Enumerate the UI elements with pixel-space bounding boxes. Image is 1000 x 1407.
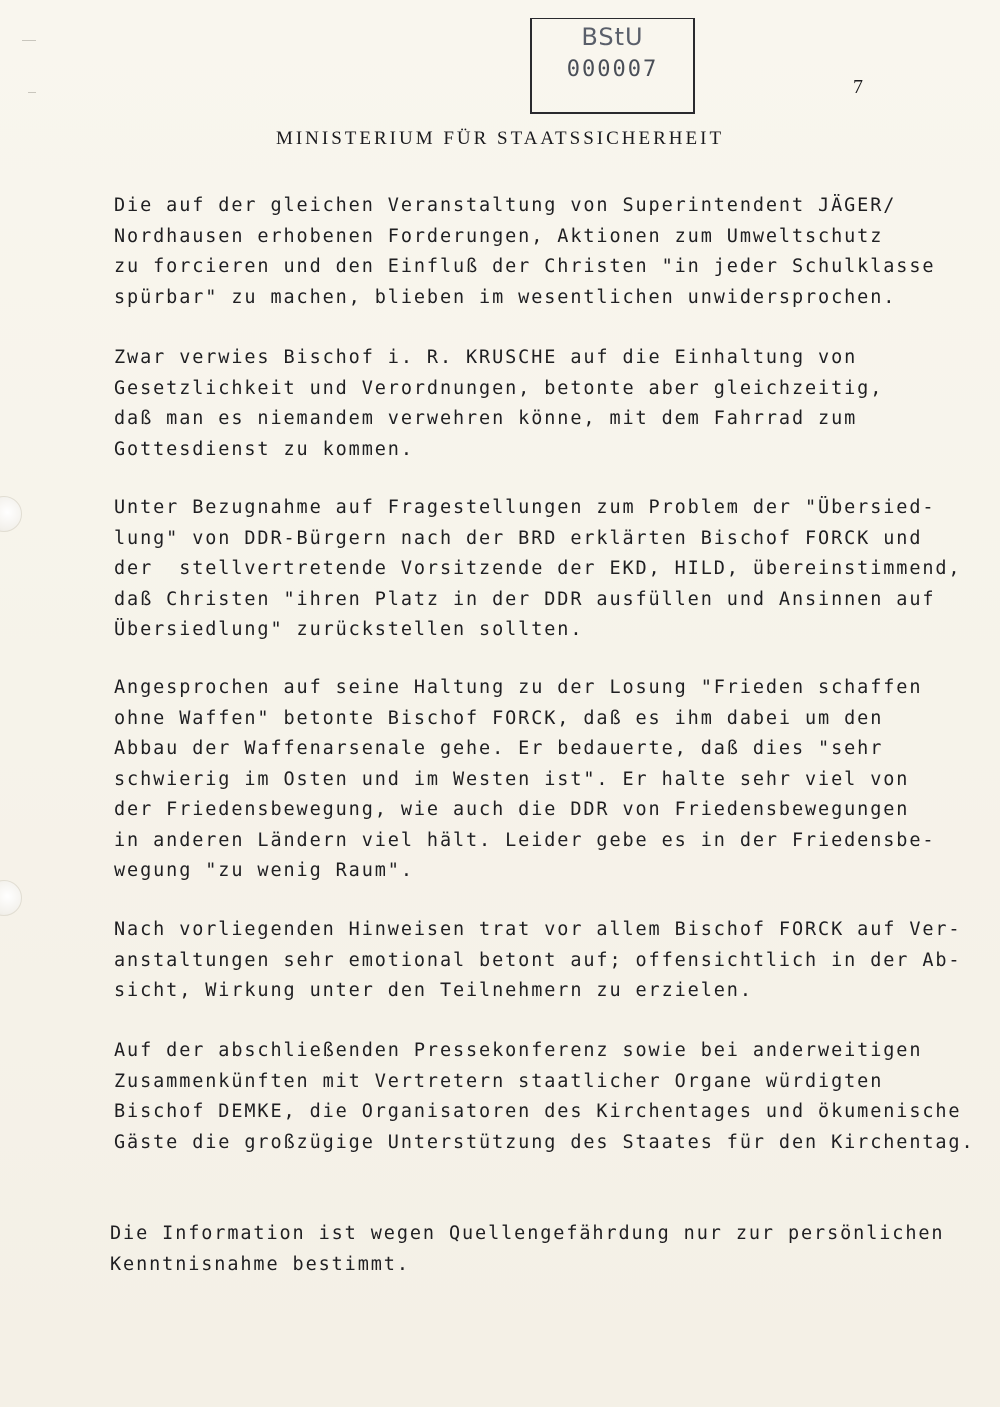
text-line: Gäste die großzügige Unterstützung des Staates für den Kirchentag. (114, 1131, 975, 1153)
text-line: der Friedensbewegung, wie auch die DDR von Friedensbewegungen (114, 799, 910, 820)
text-line: lung" von DDR-Bürgern nach der BRD erklärten Bischof FORCK und (114, 527, 923, 549)
text-line: Abbau der Waffenarsenale gehe. Er bedauerte, daß dies "sehr (114, 738, 884, 759)
text-line: Übersiedlung" zurückstellen sollten. (114, 619, 584, 640)
punch-hole (0, 496, 22, 532)
paragraph-1 (114, 191, 944, 313)
text-line: daß man es niemandem verwehren könne, mit dem Fahrrad zum (114, 408, 858, 429)
paragraph-5 (114, 915, 962, 1007)
paragraph-2 (114, 343, 944, 465)
edge-mark (22, 40, 36, 41)
punch-hole (0, 880, 22, 916)
text-line: der stellvertretende Vorsitzende der EKD, HILD, übereinstimmend, (114, 558, 962, 579)
paragraph-6 (114, 1036, 975, 1158)
text-line: Zwar verwies Bischof i. R. KRUSCHE auf die Einhaltung von (114, 347, 858, 368)
text-line: spürbar" zu machen, blieben im wesentlichen unwidersprochen. (114, 286, 897, 308)
text-line: zu forcieren und den Einfluß der Christen "in jeder Schulklasse (114, 256, 936, 277)
paragraph-7 (110, 1219, 945, 1280)
text-line: wegung "zu wenig Raum". (114, 860, 414, 881)
stamp-label: BStU (581, 23, 644, 51)
stamp-number: 000007 (566, 57, 659, 82)
archive-stamp (530, 18, 695, 114)
text-line: Unter Bezugnahme auf Fragestellungen zum Problem der "Übersied- (114, 497, 936, 518)
ministry-heading: MINISTERIUM FÜR STAATSSICHERHEIT (275, 128, 725, 149)
text-line: Gesetzlichkeit und Verordnungen, betonte aber gleichzeitig, (114, 377, 884, 399)
edge-mark (28, 92, 36, 93)
text-line: sicht, Wirkung unter den Teilnehmern zu erzielen. (114, 980, 753, 1001)
text-line: Gottesdienst zu kommen. (114, 438, 414, 460)
text-line: Zusammenkünften mit Vertretern staatlicher Organe würdigten (114, 1070, 884, 1092)
text-line: Die Information ist wegen Quellengefährdung nur zur persönlichen (110, 1223, 945, 1244)
text-line: in anderen Ländern viel hält. Leider gebe es in der Friedensbe- (114, 829, 936, 851)
text-line: Angesprochen auf seine Haltung zu der Losung "Frieden schaffen (114, 677, 923, 698)
paragraph-4 (114, 673, 944, 887)
text-line: daß Christen "ihren Platz in der DDR ausfüllen und Ansinnen auf (114, 588, 936, 610)
text-line: Auf der abschließenden Pressekonferenz sowie bei anderweitigen (114, 1040, 923, 1061)
text-line: Nach vorliegenden Hinweisen trat vor allem Bischof FORCK auf Ver- (114, 919, 962, 940)
text-line: Kenntnisnahme bestimmt. (110, 1253, 410, 1275)
text-line: ohne Waffen" betonte Bischof FORCK, daß es ihm dabei um den (114, 707, 884, 729)
text-line: Die auf der gleichen Veranstaltung von Superintendent JÄGER/ (114, 195, 897, 216)
text-line: anstaltungen sehr emotional betont auf; offensichtlich in der Ab- (114, 949, 962, 971)
text-line: Nordhausen erhobenen Forderungen, Aktionen zum Umweltschutz (114, 225, 884, 247)
paragraph-3 (114, 493, 962, 646)
text-line: schwierig im Osten und im Westen ist". Er halte sehr viel von (114, 768, 910, 790)
page-number: 7 (853, 76, 863, 98)
text-line: Bischof DEMKE, die Organisatoren des Kirchentages und ökumenische (114, 1101, 962, 1122)
